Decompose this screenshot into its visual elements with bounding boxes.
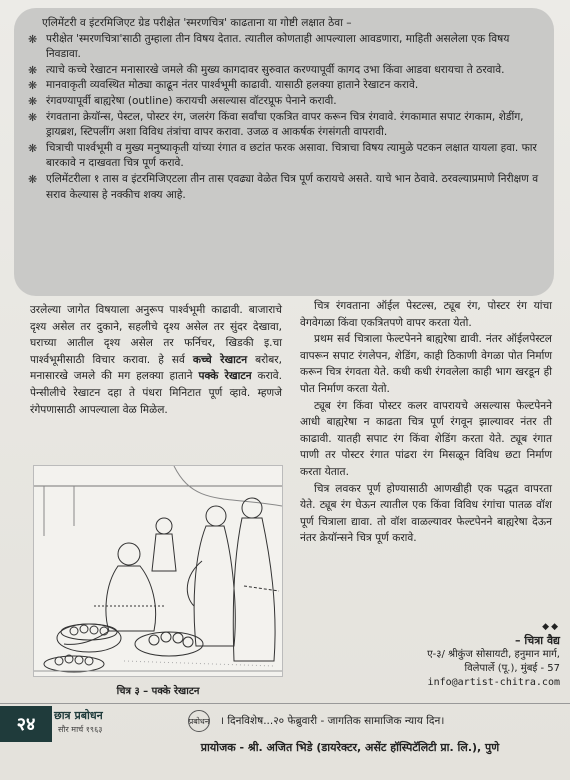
tip-item: ❋ रंगवताना क्रेयॉन्स, पेस्टल, पोस्टर रंग, जलरंग किंवा सर्वांचा एकत्रित वापर करून चित्र रंगवावे. रंगकामात सपाट रंगकाम, शेडींग, ड्रायब्रश, स्टिपलींग अशा विविध तंत्रांचा वापर करावा. उजळ व आकर्षक रंगसंगती वापरावी. (28, 110, 524, 139)
publication-logo-icon: प्रबोधन (188, 710, 210, 732)
right-paragraph: प्रथम सर्व चित्राला फेल्टपेनने बाह्यरेषा द्यावी. नंतर ऑईलपेस्टल वापरून सपाट रंगलेपन, शेडिंग, काही ठिकाणी वेगळा पोत निर्माण करून चित्र रंगवता येते. कधी कधी रंगवलेला काही भाग खरडून ही पोत निर्माण करता येतो. (300, 333, 552, 395)
tips-intro: एलिमेंटरी व इंटरमिजिएट ग्रेड परीक्षेत 'स्मरणचित्र' काढताना या गोष्टी लक्षात ठेवा – (42, 17, 352, 29)
right-paragraph: चित्र लवकर पूर्ण होण्यासाठी आणखीही एक पद्धत वापरता येते. ट्यूब रंग घेऊन त्यातील एक किंवा विविध रंगांचा पातळ वॉश पूर्ण चित्राला द्यावा. तो वॉश वाळल्यावर फेल्टपेनने बाह्यरेषा देऊन नंतर क्रेयॉन्सने चित्र पूर्ण करावे. (300, 482, 552, 545)
left-column-paragraph: उरलेल्या जागेत विषयाला अनुरूप पार्श्वभूमी काढावी. बाजाराचे दृश्य असेल तर दुकाने, सहलीचे दृश्य असेल तर सुंदर देखावा, घराच्या आतील दृश्य असेल तर फर्निचर, खिडकी इ.चा पार्श्वभूमीसाठी विचार करावा. हे सर्व कच्चे रेखाटन बरोबर, मनासारखे जमले की मग हलक्या हाताने पक्के रेखाटन करावे. पेन्सीलीचे रेखाटन दहा ते पंधरा मिनिटात पूर्ण व्हावे. म्हणजे रंगेपणासाठी आपल्याला वेळ मिळेल. (30, 304, 282, 416)
bold-term: पक्के रेखाटन (198, 370, 252, 383)
right-paragraph: ट्यूब रंग किंवा पोस्टर कलर वापरायचे असल्यास फेल्टपेनने आधी बाह्यरेषा न काढता चित्र पूर्ण रंगवून झाल्यावर नंतर ती काढावी. यातही सपाट रंग किंवा शेडिंग करता येते. ट्यूब रंगात पाणी तर पोस्टर रंगात पांढरा रंग मिसळून विविध छटा निर्माण करता येतात. (300, 399, 552, 478)
tips-list (28, 32, 540, 204)
star-bullet-icon: ❋ (28, 32, 38, 46)
page-number-badge: २४ (0, 706, 52, 742)
sponsor-line: प्रायोजक - श्री. अजित भिडे (डायरेक्टर, असेंट हॉस्पिटॅलिटी प्रा. लि.), पुणे (200, 741, 500, 754)
tip-item: ❋ रंगवण्यापूर्वी बाह्यरेषा (outline) करायची असल्यास वॉटरप्रूफ पेनाने करावी. (28, 94, 337, 108)
author-name: – चित्रा वैद्य (515, 634, 560, 647)
tip-item: ❋ चित्राची पार्श्वभूमी व मुख्य मनुष्याकृती यांच्या रंगात व छटांत फरक असावा. चित्राचा विषय त्यामुळे पटकन लक्षात यायला हवा. फार बारकावे न दाखवता चित्र पूर्ण करावे. (28, 141, 537, 170)
bold-term: कच्चे रेखाटन (192, 353, 248, 366)
figure-caption: चित्र ३ – पक्के रेखाटन (116, 686, 200, 697)
author-email: info@artist-chitra.com (427, 677, 560, 688)
star-bullet-icon: ❋ (28, 94, 38, 108)
star-bullet-icon: ❋ (28, 63, 38, 77)
right-column (300, 298, 552, 547)
figure-illustration (33, 465, 283, 677)
footer-divider (0, 703, 570, 704)
author-address-line: ए-३/ श्रीकुंज सोसायटी, हनुमान मार्ग, (427, 649, 560, 660)
tip-item: ❋ परीक्षेत 'स्मरणचित्रा'साठी तुम्हाला तीन विषय देतात. त्यातील कोणताही आपल्याला आवडणारा, माहिती असलेला एक विषय निवडावा. (28, 32, 510, 61)
tip-item: ❋ त्याचे कच्चे रेखाटन मनासारखे जमले की मुख्य कागदावर सुरुवात करण्यापूर्वी कागद उभा किंवा आडवा धरायचा ते ठरवावे. (28, 63, 505, 77)
right-paragraph: चित्र रंगवताना ऑईल पेस्टल्स, ट्यूब रंग, पोस्टर रंग यांचा वेगवेगळा किंवा एकत्रितपणे वापर करता येतो. (300, 300, 552, 329)
market-scene-sketch (34, 466, 282, 676)
author-address-line: विलेपार्ले (पू.), मुंबई - 57 (464, 663, 560, 674)
day-special-note: । दिनविशेष...२० फेब्रुवारी - जागतिक सामाजिक न्याय दिन। (220, 715, 445, 727)
star-bullet-icon: ❋ (28, 79, 38, 93)
magazine-name: छात्र प्रबोधन (54, 709, 103, 722)
tip-item: ❋ मानवाकृती व्यवस्थित मोठ्या काढून नंतर पार्श्वभूमी काढावी. यासाठी हलक्या हाताने रेखाटन करावे. (28, 79, 419, 93)
tip-item: ❋ एलिमेंटरीला १ तास व इंटरमिजिएटला तीन तास एवढ्या वेळेत चित्र पूर्ण करायचे असते. याचे भान ठेवावे. ठरवल्याप्रमाणे निरीक्षण व सराव केल्यास हे नक्कीच शक्य आहे. (28, 172, 539, 201)
tips-box (14, 8, 554, 296)
diamond-ornament-icon: ◆◆ (542, 622, 560, 632)
star-bullet-icon: ❋ (28, 172, 38, 186)
star-bullet-icon: ❋ (28, 110, 38, 124)
magazine-issue: सौर मार्च १९६३ (58, 725, 103, 734)
author-signature (390, 620, 560, 690)
star-bullet-icon: ❋ (28, 141, 38, 155)
